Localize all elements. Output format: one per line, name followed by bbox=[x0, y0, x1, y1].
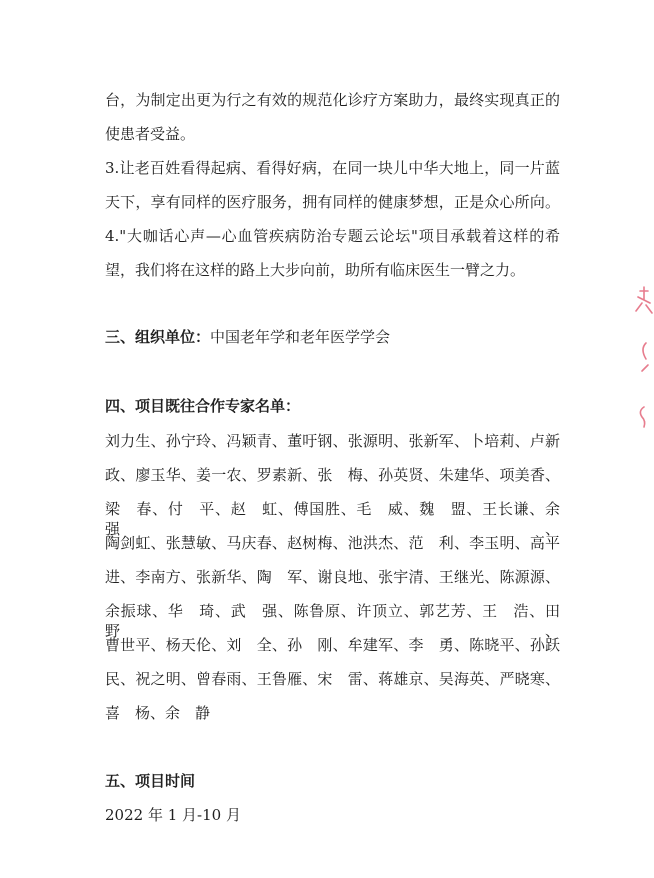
expert-line: 余振球、华 琦、武 强、陈鲁原、许顶立、郭艺芳、王 浩、田 野、 bbox=[105, 602, 576, 640]
paragraph-line: 天下，享有同样的医疗服务，拥有同样的健康梦想，正是众心所向。 bbox=[105, 193, 560, 211]
section-organizer bbox=[105, 327, 560, 347]
section-time-value: 2022 年 1 月-10 月 bbox=[105, 806, 241, 824]
expert-line: 陶剑虹、张慧敏、马庆春、赵树梅、池洪杰、范 利、李玉明、高平 bbox=[105, 534, 560, 552]
paragraph-line: 使患者受益。 bbox=[105, 125, 196, 143]
expert-line: 梁 春、付 平、赵 虹、傅国胜、毛 威、魏 盟、王长谦、余 强、 bbox=[105, 500, 576, 538]
section-time-title: 五、项目时间 bbox=[105, 772, 196, 790]
expert-line: 曹世平、杨天伦、刘 全、孙 刚、牟建军、李 勇、陈晓平、孙跃 bbox=[105, 636, 560, 654]
expert-line: 政、廖玉华、姜一农、罗素新、张 梅、孙英贤、朱建华、项美香、 bbox=[105, 466, 560, 484]
expert-line: 刘力生、孙宁玲、冯颖青、董吁钢、张源明、张新军、卜培莉、卢新 bbox=[105, 432, 560, 450]
paragraph-line: 3.让老百姓看得起病、看得好病，在同一块儿中华大地上，同一片蓝 bbox=[105, 159, 560, 177]
expert-line: 喜 杨、余 静 bbox=[105, 704, 211, 722]
paragraph-line: 望，我们将在这样的路上大步向前，助所有临床医生一臂之力。 bbox=[105, 261, 526, 279]
section-organizer-label: 三、组织单位： bbox=[105, 328, 211, 346]
paragraph-line: 4."大咖话心声—心血管疾病防治专题云论坛"项目承载着这样的希 bbox=[105, 227, 560, 245]
red-seal-stamp bbox=[632, 285, 654, 435]
expert-line: 进、李南方、张新华、陶 军、谢良地、张宇清、王继光、陈源源、 bbox=[105, 568, 560, 586]
expert-line: 民、祝之明、曾春雨、王鲁雁、宋 雷、蒋雄京、吴海英、严晓寒、 bbox=[105, 670, 560, 688]
section-organizer-value: 中国老年学和老年医学学会 bbox=[210, 328, 391, 346]
paragraph-line: 台，为制定出更为行之有效的规范化诊疗方案助力，最终实现真正的 bbox=[105, 91, 560, 109]
section-experts-title: 四、项目既往合作专家名单： bbox=[105, 397, 301, 415]
